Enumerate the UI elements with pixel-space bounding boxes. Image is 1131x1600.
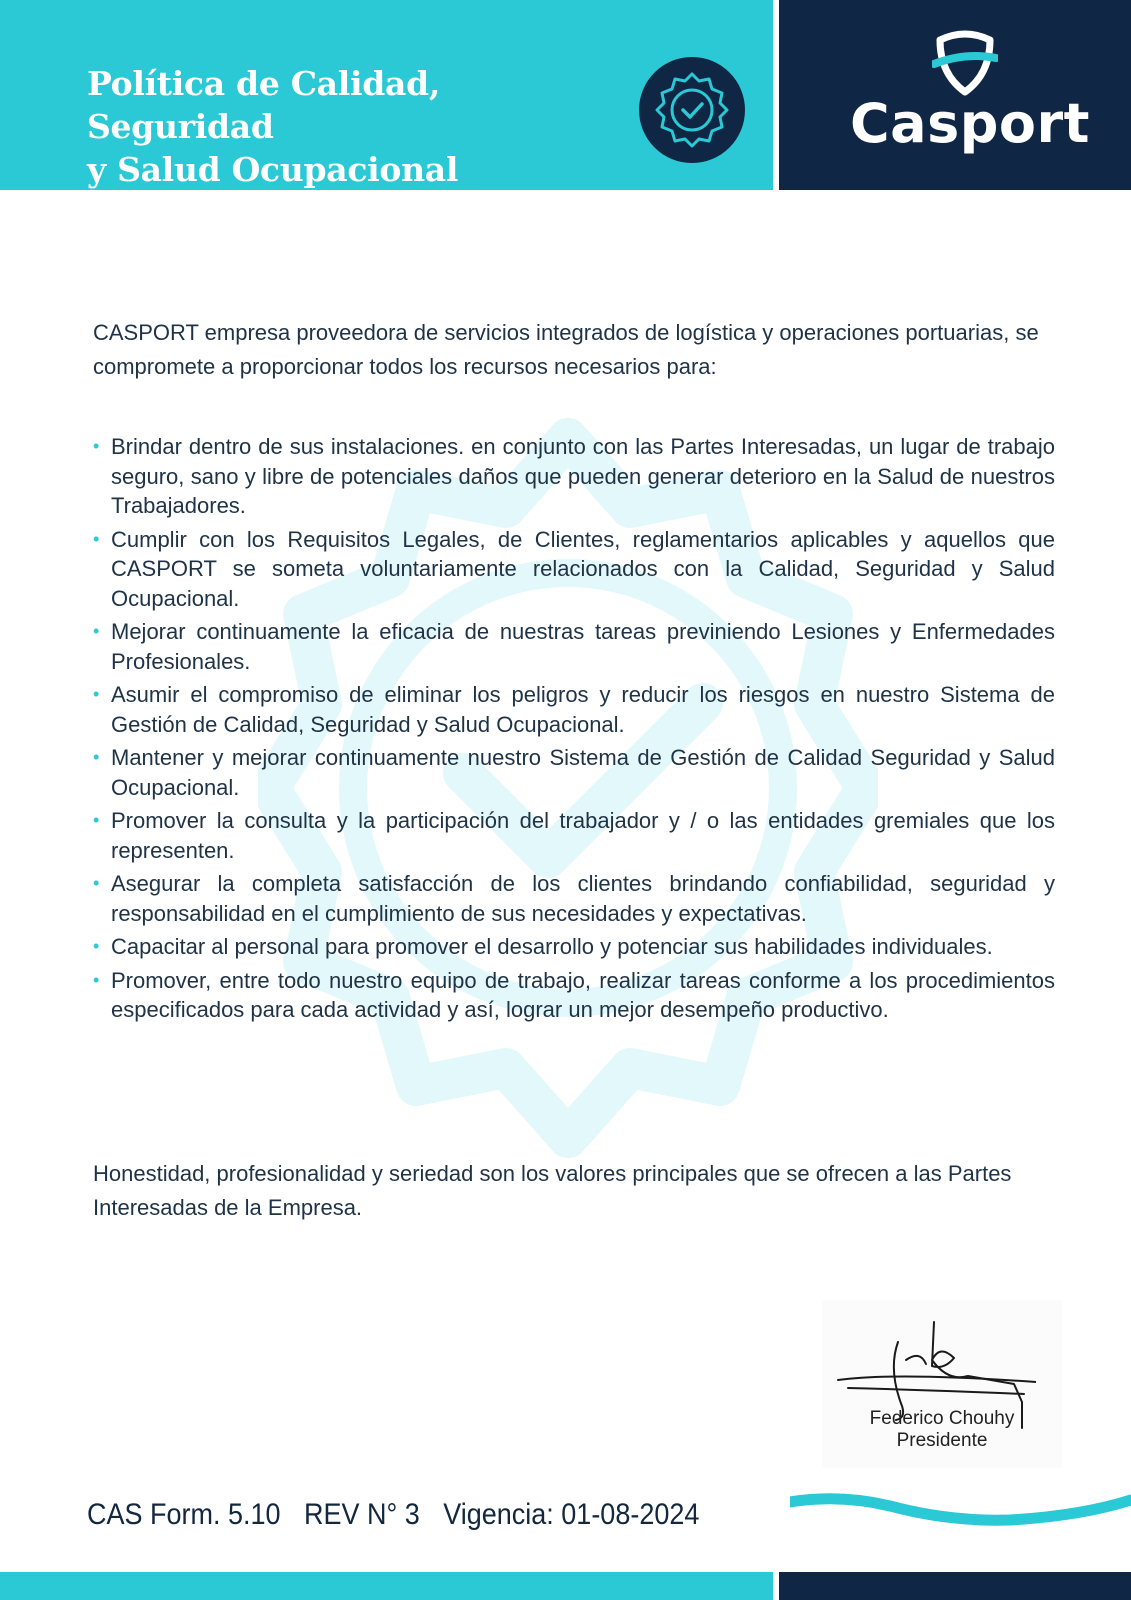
check-seal-icon: [639, 57, 745, 163]
signer-name: Federico Chouhy: [869, 1408, 1015, 1429]
title-line-1: Política de Calidad, Seguridad: [87, 64, 441, 146]
revision-number: REV N° 3: [303, 1498, 420, 1531]
list-item: • Mantener y mejorar continuamente nuestro Sistema de Gestión de Calidad Seguridad y Salud Ocupacional.: [93, 743, 1055, 802]
footer-bar-navy: [779, 1572, 1131, 1600]
wave-decoration: [790, 1490, 1131, 1540]
list-item: • Asegurar la completa satisfacción de los clientes brindando confiabilidad, seguridad y responsabilidad en el cumplimiento de sus necesidades y expectativas.: [93, 869, 1055, 928]
list-item: • Promover la consulta y la participación del trabajador y / o las entidades gremiales que los representen.: [93, 806, 1055, 865]
list-item: • Capacitar al personal para promover el desarrollo y potenciar sus habilidades individuales.: [93, 932, 1055, 962]
form-reference: [87, 1495, 723, 1535]
form-code: CAS Form. 5.10: [87, 1498, 281, 1531]
shield-logo-icon: [932, 30, 998, 98]
closing-paragraph: Honestidad, profesionalidad y seriedad son los valores principales que se ofrecen a las Partes Interesadas de la Empresa.: [93, 1161, 1012, 1220]
commitments-list: [93, 432, 1055, 1025]
list-item: • Mejorar continuamente la eficacia de nuestras tareas previniendo Lesiones y Enfermedades Profesionales.: [93, 617, 1055, 676]
signature-block: [822, 1300, 1062, 1468]
title-line-2: y Salud Ocupacional: [87, 150, 459, 189]
validity-date: Vigencia: 01-08-2024: [443, 1498, 700, 1531]
page-title: [87, 62, 627, 191]
list-item: • Asumir el compromiso de eliminar los peligros y reducir los riesgos en nuestro Sistema de Gestión de Calidad, Seguridad y Salud Ocupacional.: [93, 680, 1055, 739]
list-item: • Cumplir con los Requisitos Legales, de Clientes, reglamentarios aplicables y aquellos que CASPORT se someta voluntariamente relacionados con la Calidad, Seguridad y Salud Ocupacional.: [93, 525, 1055, 614]
intro-paragraph: CASPORT empresa proveedora de servicios integrados de logística y operaciones portuarias, se compromete a proporcionar todos los recursos necesarios para:: [93, 320, 1039, 379]
footer-bar-turquoise: [0, 1572, 773, 1600]
policy-body: [93, 316, 1055, 1029]
brand-name: Casport: [850, 92, 1090, 155]
signer-role: Presidente: [896, 1430, 988, 1451]
list-item: • Promover, entre todo nuestro equipo de trabajo, realizar tareas conforme a los procedimientos especificados para cada actividad y así, lograr un mejor desempeño productivo.: [93, 966, 1055, 1025]
list-item: • Brindar dentro de sus instalaciones. en conjunto con las Partes Interesadas, un lugar de trabajo seguro, sano y libre de potenciales daños que pueden generar deterioro en la Salud de nuestros Trabajadores.: [93, 432, 1055, 521]
